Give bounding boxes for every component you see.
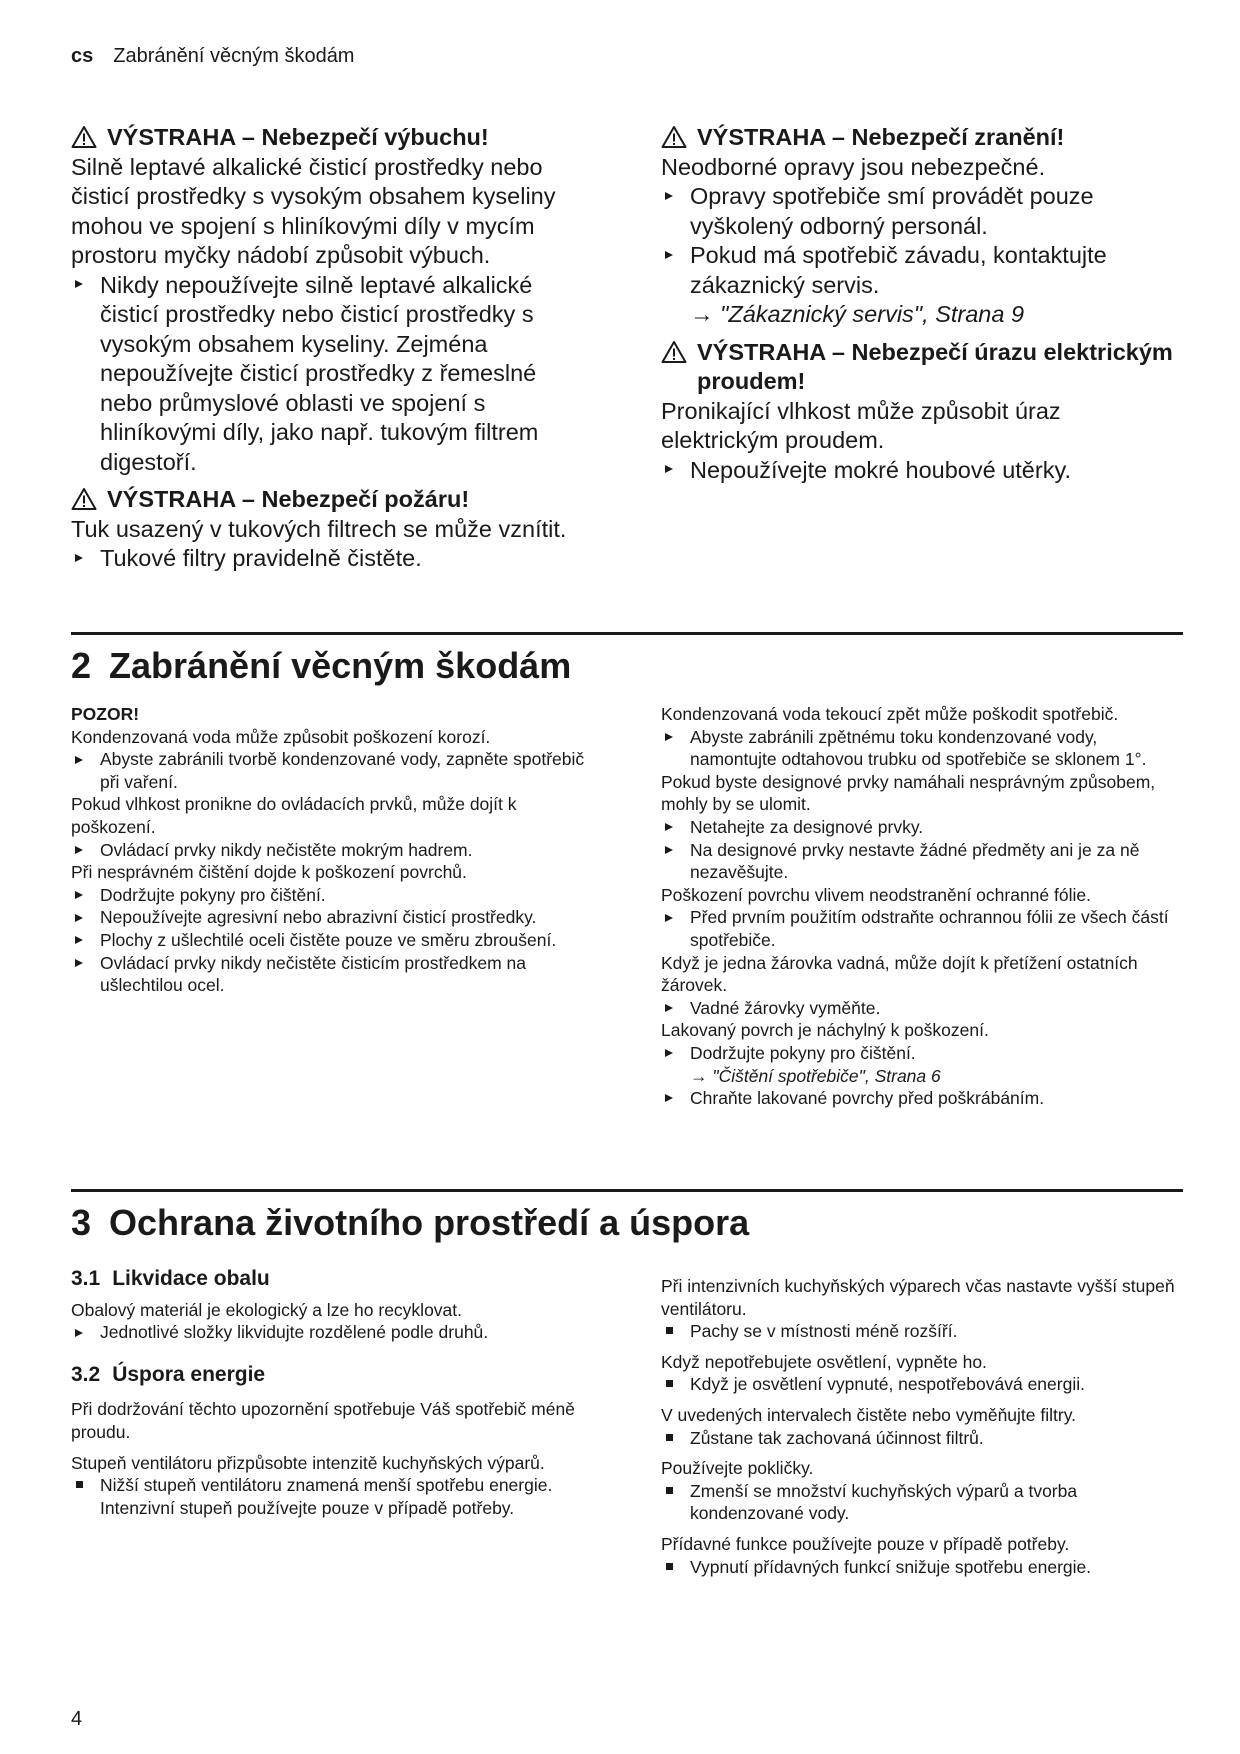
- header-title: Zabránění věcným škodám: [113, 45, 355, 67]
- cross-reference-link[interactable]: → "Zákaznický servis", Strana 9: [690, 301, 1025, 327]
- list-item: Když je osvětlení vypnuté, nespotřebovává energii.: [661, 1373, 1181, 1396]
- section-2-right-column: [661, 703, 1181, 1110]
- warning-injury-text: Neodborné opravy jsou nebezpečné.: [661, 153, 1046, 180]
- paragraph: Pokud byste designové prvky namáhali nesprávným způsobem, mohly by se ulomit.: [661, 771, 1156, 815]
- bullet-list: [661, 1556, 1181, 1579]
- bullet-list: [661, 1320, 1181, 1343]
- warning-fire-title: VÝSTRAHA – Nebezpečí požáru!: [71, 485, 591, 515]
- page-number: 4: [71, 1708, 83, 1730]
- warning-electric-text: Pronikající vlhkost může způsobit úraz elektrickým proudem.: [661, 397, 1061, 453]
- list-item: Pachy se v místnosti méně rozšíří.: [661, 1320, 1181, 1343]
- paragraph: Když je jedna žárovka vadná, může dojít k přetížení ostatních žárovek.: [661, 952, 1138, 996]
- bullet-list: [661, 816, 1181, 884]
- paragraph: Stupeň ventilátoru přizpůsobte intenzitě kuchyňských výparů.: [71, 1452, 545, 1473]
- list-item: Abyste zabránili tvorbě kondenzované vody, zapněte spotřebič při vaření.: [71, 748, 591, 793]
- paragraph: V uvedených intervalech čistěte nebo vyměňujte filtry.: [661, 1404, 1077, 1425]
- warning-electric-title: VÝSTRAHA – Nebezpečí úrazu elektrickým proudem!: [661, 338, 1181, 397]
- notice-label: POZOR!: [71, 704, 140, 724]
- list-item: Na designové prvky nestavte žádné předměty ani je za ně nezavěšujte.: [661, 839, 1181, 884]
- warning-explosion-title: VÝSTRAHA – Nebezpečí výbuchu!: [71, 123, 591, 153]
- bullet-list: [71, 884, 591, 997]
- paragraph: Při dodržování těchto upozornění spotřebuje Váš spotřebič méně proudu.: [71, 1399, 575, 1442]
- paragraph: Kondenzovaná voda tekoucí zpět může poškodit spotřebič.: [661, 704, 1119, 724]
- warnings-right-column: [661, 123, 1181, 485]
- list-item: Ovládací prvky nikdy nečistěte čisticím prostředkem na ušlechtilou ocel.: [71, 952, 591, 997]
- list-item: Vypnutí přídavných funkcí snižuje spotřebu energie.: [661, 1556, 1181, 1579]
- list-item: Před prvním použitím odstraňte ochrannou fólii ze všech částí spotřebiče.: [661, 906, 1181, 951]
- warnings-left-column: [71, 123, 591, 574]
- list-item: Plochy z ušlechtilé oceli čistěte pouze ve směru zbroušení.: [71, 929, 591, 952]
- list-item: Nikdy nepoužívejte silně leptavé alkalické čisticí prostředky nebo čisticí prostředky s vysokým obsahem kyseliny. Zejména nepoužívejte čisticí prostředky z řemeslné nebo průmyslové oblasti ve spojení s hliníkovými díly, jako např. tukovým filtrem digestoří.: [71, 271, 591, 478]
- list-item: Jednotlivé složky likvidujte rozdělené podle druhů.: [71, 1321, 591, 1344]
- list-item: Dodržujte pokyny pro čištění.: [71, 884, 591, 907]
- list-item: Pokud má spotřebič závadu, kontaktujte zákaznický servis. → "Zákaznický servis", Strana 9: [661, 241, 1181, 330]
- warning-fire-list: [71, 544, 591, 574]
- list-item: Nepoužívejte agresivní nebo abrazivní čisticí prostředky.: [71, 906, 591, 929]
- bullet-list: [661, 997, 1181, 1020]
- list-item: Abyste zabránili zpětnému toku kondenzované vody, namontujte odtahovou trubku od spotřebiče se sklonem 1°.: [661, 726, 1181, 771]
- list-item: Nepoužívejte mokré houbové utěrky.: [661, 456, 1181, 486]
- bullet-list: [661, 1042, 1181, 1110]
- subsection-3-2-heading: 3.2 Úspora energie: [71, 1362, 266, 1386]
- warning-injury-list: [661, 182, 1181, 330]
- list-item: Chraňte lakované povrchy před poškrábáním.: [661, 1087, 1181, 1110]
- section-number: 3: [71, 1202, 92, 1243]
- paragraph: Lakovaný povrch je náchylný k poškození.: [661, 1020, 989, 1041]
- bullet-list: [71, 748, 591, 793]
- warning-triangle-icon: [71, 125, 97, 149]
- warning-explosion-list: [71, 271, 591, 478]
- bullet-list: [661, 1480, 1181, 1525]
- bullet-list: [71, 1474, 591, 1519]
- bullet-list: [661, 906, 1181, 951]
- list-item: Netahejte za designové prvky.: [661, 816, 1181, 839]
- warning-explosion-text: Silně leptavé alkalické čisticí prostředky nebo čisticí prostředky s vysokým obsahem kyseliny mohou ve spojení s hliníkovými díly v mycím prostoru myčky nádobí způsobit výbuch.: [71, 153, 556, 268]
- bullet-list: [661, 1373, 1181, 1396]
- section-divider: [71, 1189, 1183, 1192]
- cross-reference-link[interactable]: → "Čištění spotřebiče", Strana 6: [690, 1065, 941, 1086]
- subsection-3-1-heading: 3.1 Likvidace obalu: [71, 1267, 270, 1290]
- bullet-list: [71, 1321, 591, 1344]
- language-code: cs: [71, 45, 94, 67]
- bullet-list: [661, 1427, 1181, 1450]
- section-2-left-column: [71, 703, 591, 997]
- bullet-list: [71, 839, 591, 862]
- warning-fire-text: Tuk usazený v tukových filtrech se může vznítit.: [71, 515, 567, 542]
- list-item: Dodržujte pokyny pro čištění. → "Čištění spotřebiče", Strana 6: [661, 1042, 1181, 1087]
- section-title: Ochrana životního prostředí a úspora: [109, 1202, 750, 1243]
- section-3-left-column: [71, 1268, 591, 1519]
- paragraph: Přídavné funkce používejte pouze v případě potřeby.: [661, 1533, 1070, 1554]
- section-3-heading: [71, 1202, 749, 1244]
- section-number: 2: [71, 645, 92, 686]
- bullet-list: [661, 726, 1181, 771]
- list-item: Tukové filtry pravidelně čistěte.: [71, 544, 591, 574]
- paragraph: Používejte pokličky.: [661, 1458, 814, 1479]
- warning-triangle-icon: [71, 487, 97, 511]
- paragraph: Pokud vlhkost pronikne do ovládacích prvků, může dojít k poškození.: [71, 794, 517, 837]
- warning-electric-list: [661, 456, 1181, 486]
- warning-triangle-icon: [661, 340, 687, 364]
- running-header: [71, 45, 354, 68]
- list-item: Zmenší se množství kuchyňských výparů a tvorba kondenzované vody.: [661, 1480, 1181, 1525]
- list-item: Opravy spotřebiče smí provádět pouze vyškolený odborný personál.: [661, 182, 1181, 241]
- list-item: Ovládací prvky nikdy nečistěte mokrým hadrem.: [71, 839, 591, 862]
- paragraph: Kondenzovaná voda může způsobit poškození korozí.: [71, 726, 491, 747]
- paragraph: Když nepotřebujete osvětlení, vypněte ho.: [661, 1351, 987, 1372]
- list-item: Vadné žárovky vyměňte.: [661, 997, 1181, 1020]
- paragraph: Poškození povrchu vlivem neodstranění ochranné fólie.: [661, 884, 1091, 905]
- paragraph: Při nesprávném čištění dojde k poškození povrchů.: [71, 862, 467, 883]
- section-3-right-column: [661, 1275, 1181, 1578]
- warning-injury-title: VÝSTRAHA – Nebezpečí zranění!: [661, 123, 1181, 153]
- section-title: Zabránění věcným škodám: [109, 645, 572, 686]
- paragraph: Obalový materiál je ekologický a lze ho recyklovat.: [71, 1299, 463, 1320]
- section-2-heading: [71, 645, 571, 687]
- list-item: Zůstane tak zachovaná účinnost filtrů.: [661, 1427, 1181, 1450]
- paragraph: Při intenzivních kuchyňských výparech včas nastavte vyšší stupeň ventilátoru.: [661, 1276, 1175, 1319]
- list-item: Nižší stupeň ventilátoru znamená menší spotřebu energie. Intenzivní stupeň používejte pouze v případě potřeby.: [71, 1474, 591, 1519]
- section-divider: [71, 632, 1183, 635]
- warning-triangle-icon: [661, 125, 687, 149]
